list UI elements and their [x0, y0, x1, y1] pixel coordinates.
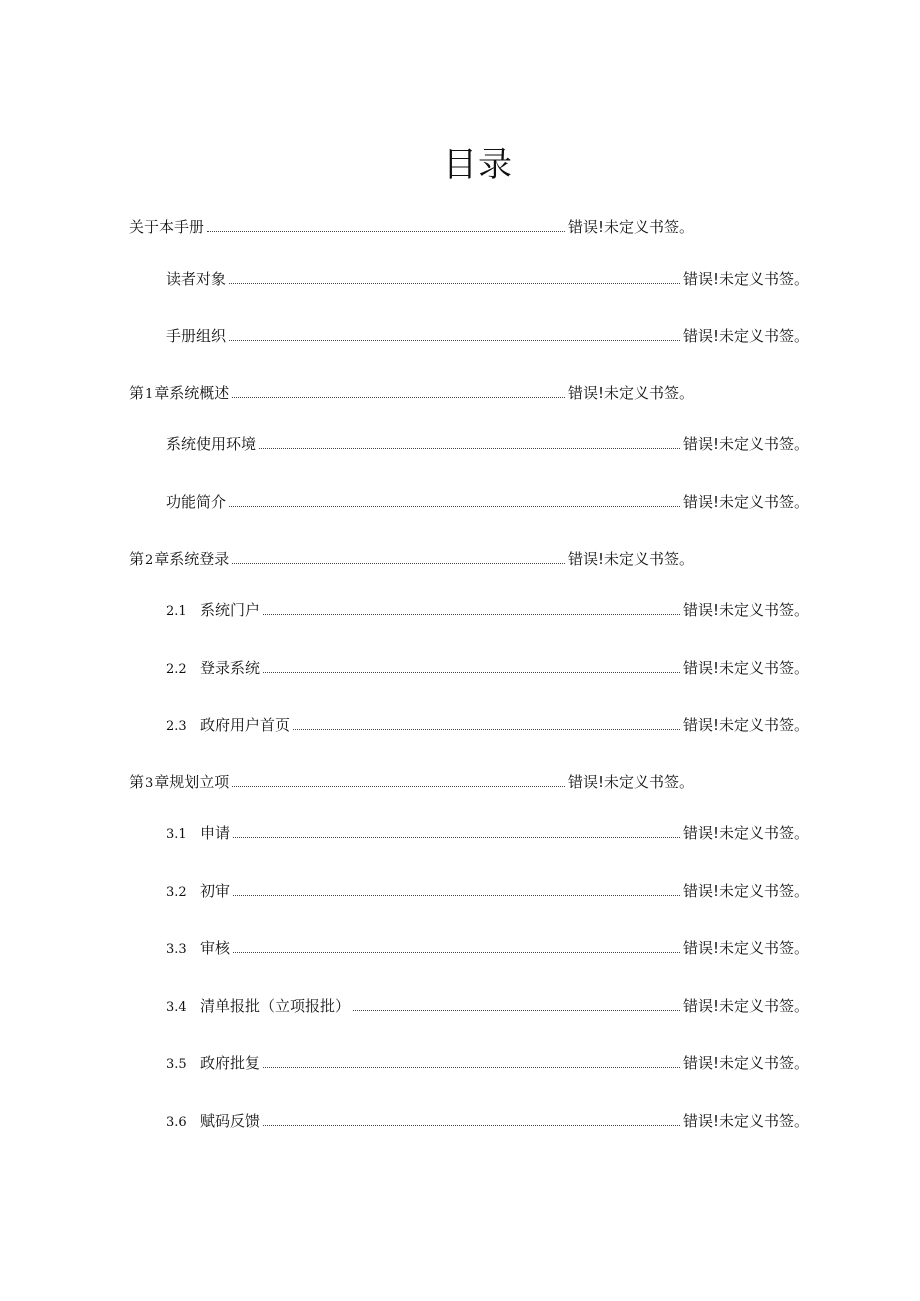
toc-entry-readers[interactable]: [166, 267, 809, 291]
section-number: 3.2: [166, 885, 187, 900]
chapter-prefix: 第: [129, 384, 145, 402]
chapter-prefix: 第: [129, 550, 145, 568]
toc-entry-label: 审核: [200, 939, 231, 957]
toc-entry-label: 系统使用环境: [166, 435, 257, 453]
toc-entry-page-ref: 错误!未定义书签。: [682, 1054, 809, 1072]
dot-leader: [233, 894, 680, 896]
dot-leader: [263, 1124, 680, 1126]
toc-entry-page-ref: 错误!未定义书签。: [682, 270, 809, 288]
dot-leader: [293, 728, 680, 730]
dot-leader: [232, 396, 565, 398]
section-number: 3.3: [166, 942, 187, 957]
toc-entry-label: 手册组织: [166, 327, 227, 345]
toc-entry-page-ref: 错误!未定义书签。: [682, 493, 809, 511]
section-number: 3.5: [166, 1057, 187, 1072]
toc-entry-3-2[interactable]: [166, 879, 809, 903]
toc-entry-page-ref: 错误!未定义书签。: [567, 384, 694, 402]
toc-entry-3-6[interactable]: [166, 1109, 809, 1133]
section-number: 2.2: [166, 662, 187, 677]
toc-entry-page-ref: 错误!未定义书签。: [682, 659, 809, 677]
dot-leader: [232, 562, 565, 564]
toc-entry-chapter-3[interactable]: [129, 770, 694, 794]
toc-entry-chapter-2[interactable]: [129, 547, 694, 571]
toc-entry-page-ref: 错误!未定义书签。: [682, 1112, 809, 1130]
toc-entry-about-manual[interactable]: [129, 215, 694, 239]
section-number: 3.4: [166, 1000, 187, 1015]
chapter-title: 章系统登录: [154, 550, 230, 568]
toc-entry-page-ref: 错误!未定义书签。: [682, 939, 809, 957]
toc-entry-label: [129, 381, 229, 407]
toc-entry-2-3[interactable]: [166, 713, 809, 737]
chapter-prefix: 第: [129, 773, 145, 791]
toc-entry-page-ref: 错误!未定义书签。: [682, 601, 809, 619]
toc-entry-label: 赋码反馈: [200, 1112, 261, 1130]
toc-entry-3-1[interactable]: [166, 821, 809, 845]
toc-entry-2-2[interactable]: [166, 656, 809, 680]
chapter-number: 2: [145, 553, 154, 568]
toc-entry-page-ref: 错误!未定义书签。: [567, 218, 694, 236]
toc-entry-page-ref: 错误!未定义书签。: [682, 997, 809, 1015]
toc-entry-chapter-1[interactable]: [129, 381, 694, 405]
toc-entry-label: 清单报批（立项报批）: [200, 997, 351, 1015]
toc-entry-page-ref: 错误!未定义书签。: [682, 435, 809, 453]
dot-leader: [229, 282, 680, 284]
toc-entry-3-4[interactable]: [166, 994, 809, 1018]
toc-entry-page-ref: 错误!未定义书签。: [567, 550, 694, 568]
dot-leader: [233, 836, 680, 838]
toc-entry-2-1[interactable]: [166, 598, 809, 622]
toc-entry-label: 初审: [200, 882, 231, 900]
dot-leader: [263, 613, 680, 615]
toc-title: 目录: [443, 144, 513, 185]
toc-entry-page-ref: 错误!未定义书签。: [567, 773, 694, 791]
toc-entry-3-3[interactable]: [166, 936, 809, 960]
dot-leader: [263, 671, 680, 673]
chapter-number: 3: [145, 776, 154, 791]
dot-leader: [229, 505, 680, 507]
dot-leader: [263, 1066, 680, 1068]
toc-entry-label: 登录系统: [200, 659, 261, 677]
chapter-title: 章系统概述: [154, 384, 230, 402]
toc-entry-label: 读者对象: [166, 270, 227, 288]
toc-entry-page-ref: 错误!未定义书签。: [682, 882, 809, 900]
toc-entry-label: 功能简介: [166, 493, 227, 511]
dot-leader: [207, 230, 565, 232]
toc-entry-label: 关于本手册: [129, 218, 205, 236]
toc-entry-label: [129, 547, 229, 573]
chapter-number: 1: [145, 387, 154, 402]
section-number: 2.3: [166, 719, 187, 734]
toc-entry-feature-intro[interactable]: [166, 490, 809, 514]
dot-leader: [259, 447, 680, 449]
toc-entry-label: [129, 770, 229, 796]
dot-leader: [353, 1009, 680, 1011]
toc-entry-3-5[interactable]: [166, 1051, 809, 1075]
section-number: 2.1: [166, 604, 187, 619]
dot-leader: [232, 785, 565, 787]
dot-leader: [229, 339, 680, 341]
toc-entry-manual-organization[interactable]: [166, 324, 809, 348]
toc-entry-label: 政府用户首页: [200, 716, 291, 734]
toc-entry-system-environment[interactable]: [166, 432, 809, 456]
toc-entry-page-ref: 错误!未定义书签。: [682, 716, 809, 734]
toc-entry-label: 申请: [200, 824, 231, 842]
toc-entry-page-ref: 错误!未定义书签。: [682, 327, 809, 345]
chapter-title: 章规划立项: [154, 773, 230, 791]
toc-entry-label: 系统门户: [200, 601, 261, 619]
dot-leader: [233, 951, 680, 953]
toc-entry-label: 政府批复: [200, 1054, 261, 1072]
section-number: 3.6: [166, 1115, 187, 1130]
toc-entry-page-ref: 错误!未定义书签。: [682, 824, 809, 842]
section-number: 3.1: [166, 827, 187, 842]
